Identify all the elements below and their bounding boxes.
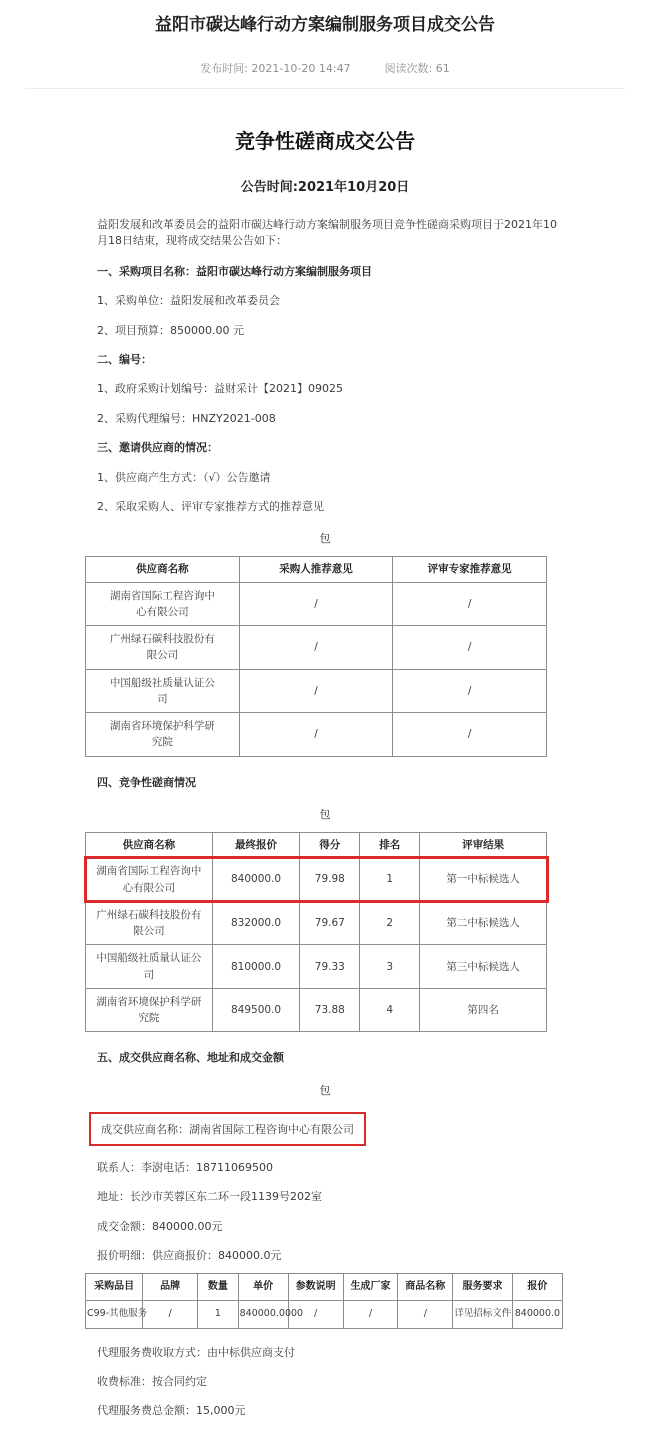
negotiation-result-table [85,832,547,1032]
table-cell: 湖南省环境保护科学研究院 [86,713,240,757]
table-row-highlighted [86,858,547,902]
table-cell: / [239,626,393,670]
table-cell: 2 [360,901,420,945]
section4-title: 四、竞争性磋商情况 [97,775,196,789]
winner-quote-detail: 报价明细：供应商报价：840000.0元 [97,1249,282,1263]
column-header: 采购人推荐意见 [239,557,393,582]
section2-title: 二、编号： [97,352,152,366]
section5-title: 五、成交供应商名称、地址和成交金额 [97,1051,284,1065]
page-title: 益阳市碳达峰行动方案编制服务项目成交公告 [155,15,495,35]
publish-time: 发布时间: 2021-10-20 14:47 [200,61,351,75]
table-cell: 79.33 [300,945,360,989]
table-cell: 840000.0 [212,858,300,902]
recommendation-table [85,556,547,756]
section3-title: 三、邀请供应商的情况： [97,441,218,455]
column-header: 采购品目 [86,1274,143,1301]
column-header: 服务要求 [453,1274,513,1301]
package-label: 包 [319,532,331,546]
section1-item2: 2、项目预算：850000.00 元 [97,323,244,337]
table-cell: / [239,582,393,626]
column-header: 参数说明 [288,1274,343,1301]
table-cell: 73.88 [300,988,360,1032]
table-cell: 1 [198,1300,239,1328]
table-cell: 湖南省环境保护科学研究院 [86,988,213,1032]
announcement-intro: 益阳发展和改革委员会的益阳市碳达峰行动方案编制服务项目竞争性磋商采购项目于2021年10月18日结束，现将成交结果公告如下： [97,217,557,248]
table-cell: 第一中标候选人 [420,858,547,902]
table-cell: 湖南省国际工程咨询中心有限公司 [86,582,240,626]
table-header-row [86,833,547,858]
table-cell: 840000.0000 [238,1300,288,1328]
winner-contact: 联系人：李澍电话：18711069500 [97,1160,273,1174]
table-cell: 中国船级社质量认证公司 [86,945,213,989]
announcement-body [0,125,650,1439]
column-header: 得分 [300,833,360,858]
section1-item1: 1、采购单位：益阳发展和改革委员会 [97,294,280,308]
table-cell: 第四名 [420,988,547,1032]
winner-address: 地址：长沙市芙蓉区东二环一段1139号202室 [97,1190,322,1204]
table-cell: / [393,713,547,757]
table-cell: 1 [360,858,420,902]
section2-item2: 2、采购代理编号：HNZY2021-008 [97,411,276,425]
column-header: 排名 [360,833,420,858]
winner-name-highlight: 成交供应商名称：湖南省国际工程咨询中心有限公司 [89,1112,366,1146]
table-cell: 中国船级社质量认证公司 [86,669,240,713]
table-cell: / [398,1300,453,1328]
page-header [0,0,650,89]
table-cell: / [393,582,547,626]
announcement-heading: 竞争性磋商成交公告 [235,128,415,153]
table-cell: 第二中标候选人 [420,901,547,945]
column-header: 供应商名称 [86,833,213,858]
column-header: 商品名称 [398,1274,453,1301]
table-cell: C99-其他服务 [86,1300,143,1328]
table-cell: 810000.0 [212,945,300,989]
table-cell: 79.67 [300,901,360,945]
agency-fee-total: 代理服务费总金额：15,000元 [97,1404,246,1418]
column-header: 最终报价 [212,833,300,858]
table-header-row [86,1274,563,1301]
table-row [86,626,547,670]
read-count: 阅读次数: 61 [384,61,450,75]
fee-standard: 收费标准：按合同约定 [97,1375,207,1389]
package-label: 包 [319,808,331,822]
procurement-item-table [85,1273,563,1328]
table-cell: / [343,1300,398,1328]
table-cell: 第三中标候选人 [420,945,547,989]
column-header: 报价 [512,1274,562,1301]
table-cell: 4 [360,988,420,1032]
column-header: 品牌 [143,1274,198,1301]
header-divider [25,88,625,89]
column-header: 单价 [238,1274,288,1301]
table-row [86,713,547,757]
table-cell: / [288,1300,343,1328]
agency-fee-method: 代理服务费收取方式：由中标供应商支付 [97,1345,295,1359]
section2-item1: 1、政府采购计划编号：益财采计【2021】09025 [97,382,343,396]
table-cell: 3 [360,945,420,989]
column-header: 数量 [198,1274,239,1301]
table-row [86,988,547,1032]
package-label: 包 [319,1083,331,1097]
announcement-date: 公告时间:2021年10月20日 [240,179,410,195]
section3-item2: 2、采取采购人、评审专家推荐方式的推荐意见 [97,499,324,513]
table-cell: 详见招标文件 [453,1300,513,1328]
column-header: 供应商名称 [86,557,240,582]
table-row [86,1300,563,1328]
section1-title: 一、采购项目名称：益阳市碳达峰行动方案编制服务项目 [97,264,372,278]
table-cell: 广州绿石碳科技股份有限公司 [86,626,240,670]
table-cell: / [239,713,393,757]
table-cell: / [239,669,393,713]
column-header: 生成厂家 [343,1274,398,1301]
table-row [86,669,547,713]
table-cell: 849500.0 [212,988,300,1032]
table-cell: 79.98 [300,858,360,902]
table-header-row [86,557,547,582]
column-header: 评审结果 [420,833,547,858]
table-cell: 832000.0 [212,901,300,945]
meta-line [0,60,650,76]
winner-amount: 成交金额：840000.00元 [97,1219,223,1233]
table-row [86,582,547,626]
table-cell: 840000.0 [512,1300,562,1328]
table-row [86,901,547,945]
column-header: 评审专家推荐意见 [393,557,547,582]
table-cell: / [393,626,547,670]
table-cell: / [393,669,547,713]
table-row [86,945,547,989]
table-cell: / [143,1300,198,1328]
table-cell: 湖南省国际工程咨询中心有限公司 [86,858,213,902]
table-cell: 广州绿石碳科技股份有限公司 [86,901,213,945]
section3-item1: 1、供应商产生方式：（√）公告邀请 [97,470,271,484]
